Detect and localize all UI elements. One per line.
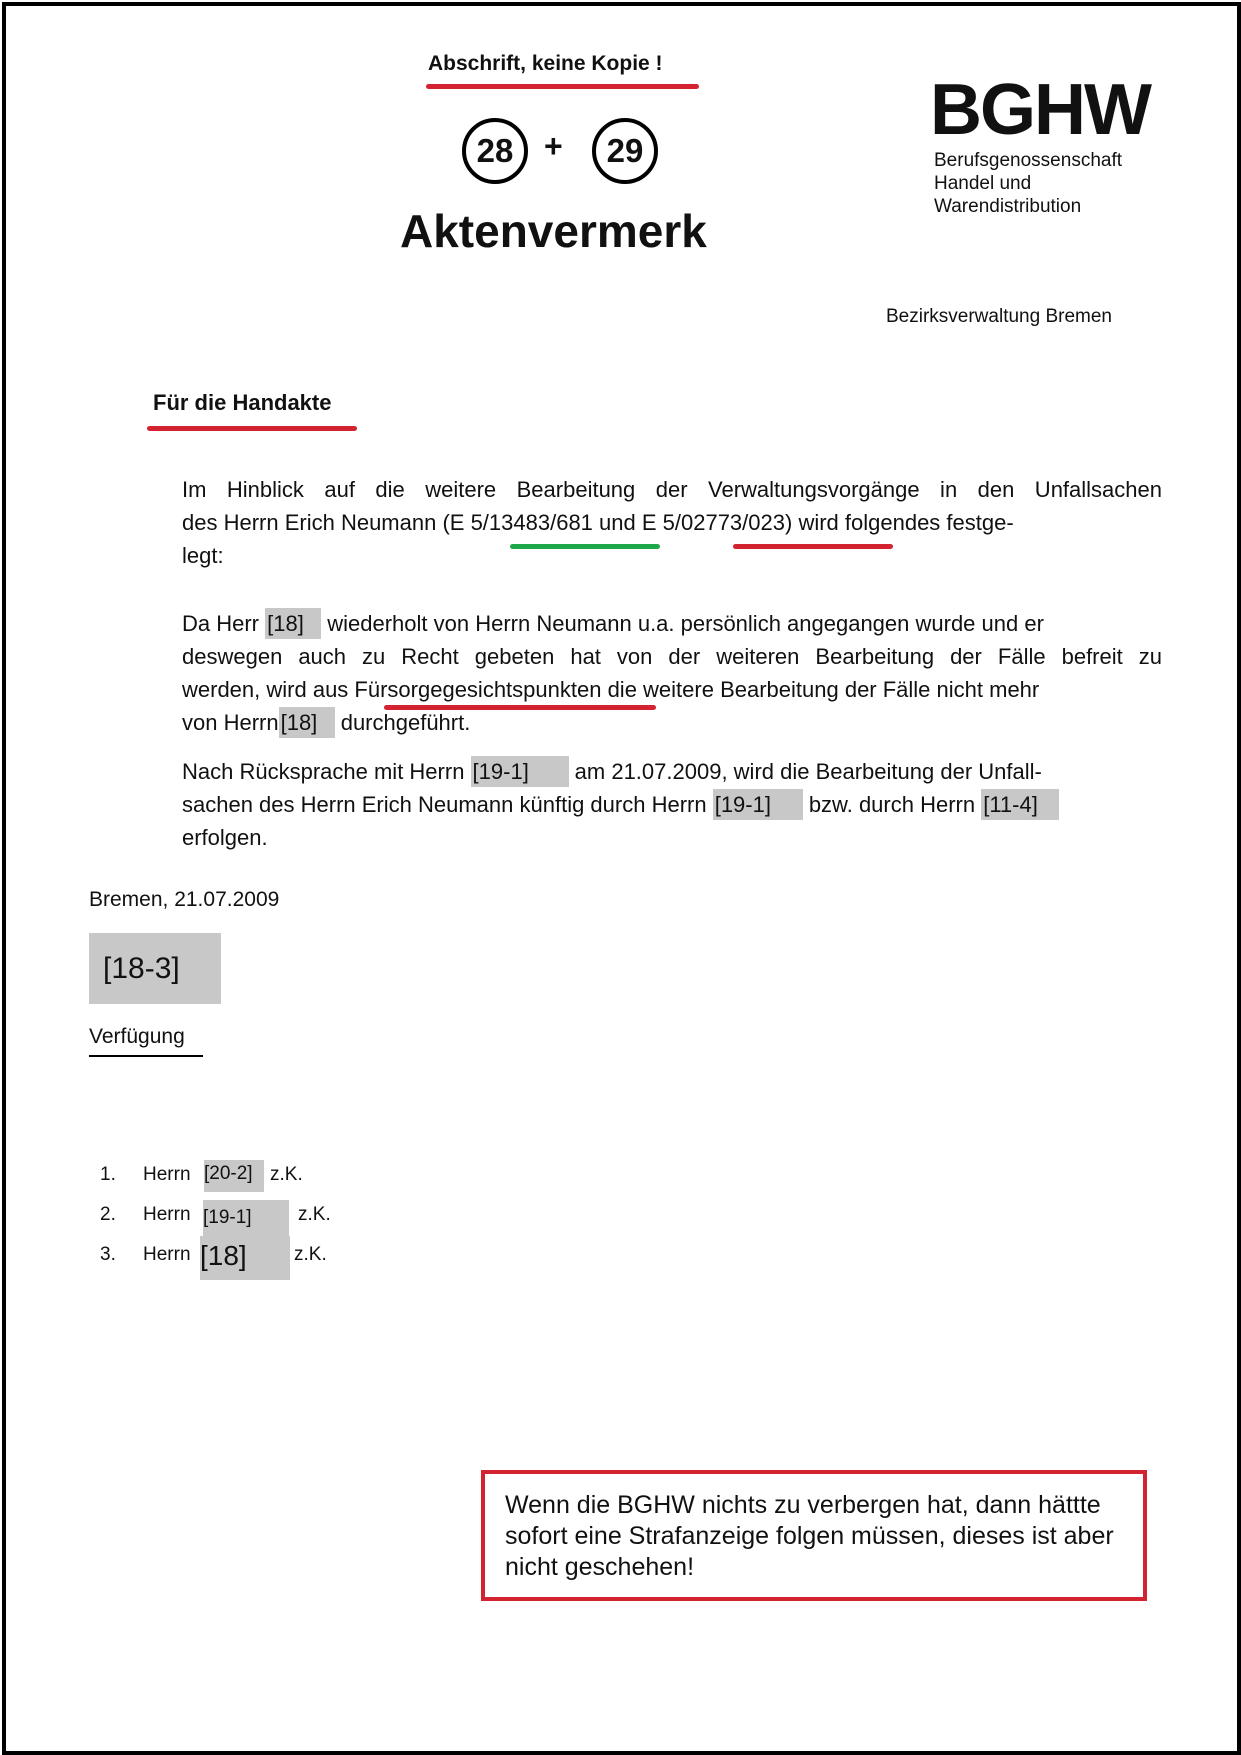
- highlighted-term: Fürsorgegesichtspunkten: [354, 677, 602, 702]
- bghw-logo: BGHW: [930, 70, 1150, 150]
- redacted-name: [19-1]: [203, 1200, 289, 1236]
- redacted-name: [11-4]: [981, 789, 1059, 820]
- redacted-name: [18]: [279, 707, 335, 738]
- paragraph-2: Da Herr [18] wiederholt von Herrn Neumann u.a. persönlich angegangen wurde und er deswegen auch zu Recht gebeten hat von der weiteren Bearbeitung der Fälle befreit zu werden, wird aus Fürsorgegesichtspunkten die weitere Bearbeitung der Fälle nicht mehr von Herrn[18] durchgeführt.: [182, 607, 1162, 739]
- section-title-underline: [147, 426, 357, 431]
- verfuegung-underline: [89, 1055, 203, 1057]
- highlighted-term-underline: [384, 705, 656, 710]
- redacted-name: [18]: [265, 608, 321, 639]
- page-title: Aktenvermerk: [400, 205, 707, 257]
- annotation-callout: Wenn die BGHW nichts zu verbergen hat, dann hättte sofort eine Strafanzeige folgen müssen, dieses ist aber nicht geschehen!: [481, 1470, 1147, 1601]
- redacted-name: [20-2]: [204, 1160, 264, 1192]
- page-number-29: 29: [592, 118, 658, 184]
- verfuegung-heading: Verfügung: [89, 1025, 185, 1048]
- case-reference-2-underline: [733, 544, 893, 549]
- page-number-28: 28: [462, 118, 528, 184]
- case-reference-2: E 5/02773/023: [641, 510, 785, 535]
- copy-notice: Abschrift, keine Kopie !: [428, 52, 663, 75]
- redacted-name: [19-1]: [713, 789, 803, 820]
- redacted-name: [18]: [200, 1236, 290, 1280]
- section-title: Für die Handakte: [153, 390, 332, 415]
- case-reference-1-underline: [510, 544, 660, 549]
- redacted-name: [19-1]: [471, 756, 569, 787]
- plus-sign: +: [544, 128, 563, 164]
- redacted-signature: [18-3]: [89, 933, 221, 1004]
- paragraph-3: Nach Rücksprache mit Herrn [19-1] am 21.07.2009, wird die Bearbeitung der Unfall- sachen des Herrn Erich Neumann künftig durch Herrn [19-1] bzw. durch Herrn [11-4] erfolgen.: [182, 755, 1162, 854]
- office-name: Bezirksverwaltung Bremen: [886, 306, 1112, 327]
- place-and-date: Bremen, 21.07.2009: [89, 888, 280, 911]
- document-page: Abschrift, keine Kopie ! 28 + 29 Aktenvermerk BGHW Berufsgenossenschaft Handel und Warendistribution Bezirksverwaltung Bremen Für die Handakte Im Hinblick auf die weitere Bearbeitung der Verwaltungsvorgänge in den Unfallsachen des Herrn Erich Neumann (E 5/13483/681 und E 5/02773/023) wird folgendes festge- legt: Da Herr [18] wiederholt von Herrn Neumann u.a. persönlich angegangen wurde und er deswegen auch zu Recht gebeten hat von der weiteren Bearbeitung der Fälle befreit zu werden, wird aus Fürsorgegesichtspunkten die weitere Bearbeitung der Fälle nicht mehr von Herrn[18] durchgeführt. Nach Rücksprache mit Herrn [19-1] am 21.07.2009, wird die Bearbeitung der Unfall- sachen des Herrn Erich Neumann künftig durch Herrn [19-1] bzw. durch Herrn [11-4] erfolgen. Bremen, 21.07.2009 [18-3] Verfügung 1. Herrn [20-2] z.K. 2. Herrn [19-1] z.K. 3. Herrn [18] z.K. Wenn die BGHW nichts zu verbergen hat, dann hättte sofort eine Strafanzeige folgen müssen, dieses ist aber nicht geschehen!: [2, 2, 1241, 1755]
- copy-notice-underline: [426, 84, 699, 89]
- case-reference-1: E 5/13483/681: [449, 510, 593, 535]
- paragraph-1: Im Hinblick auf die weitere Bearbeitung der Verwaltungsvorgänge in den Unfallsachen des Herrn Erich Neumann (E 5/13483/681 und E 5/02773/023) wird folgendes festge- legt:: [182, 477, 1162, 568]
- bghw-logo-subtitle: Berufsgenossenschaft Handel und Warendistribution: [934, 150, 1123, 217]
